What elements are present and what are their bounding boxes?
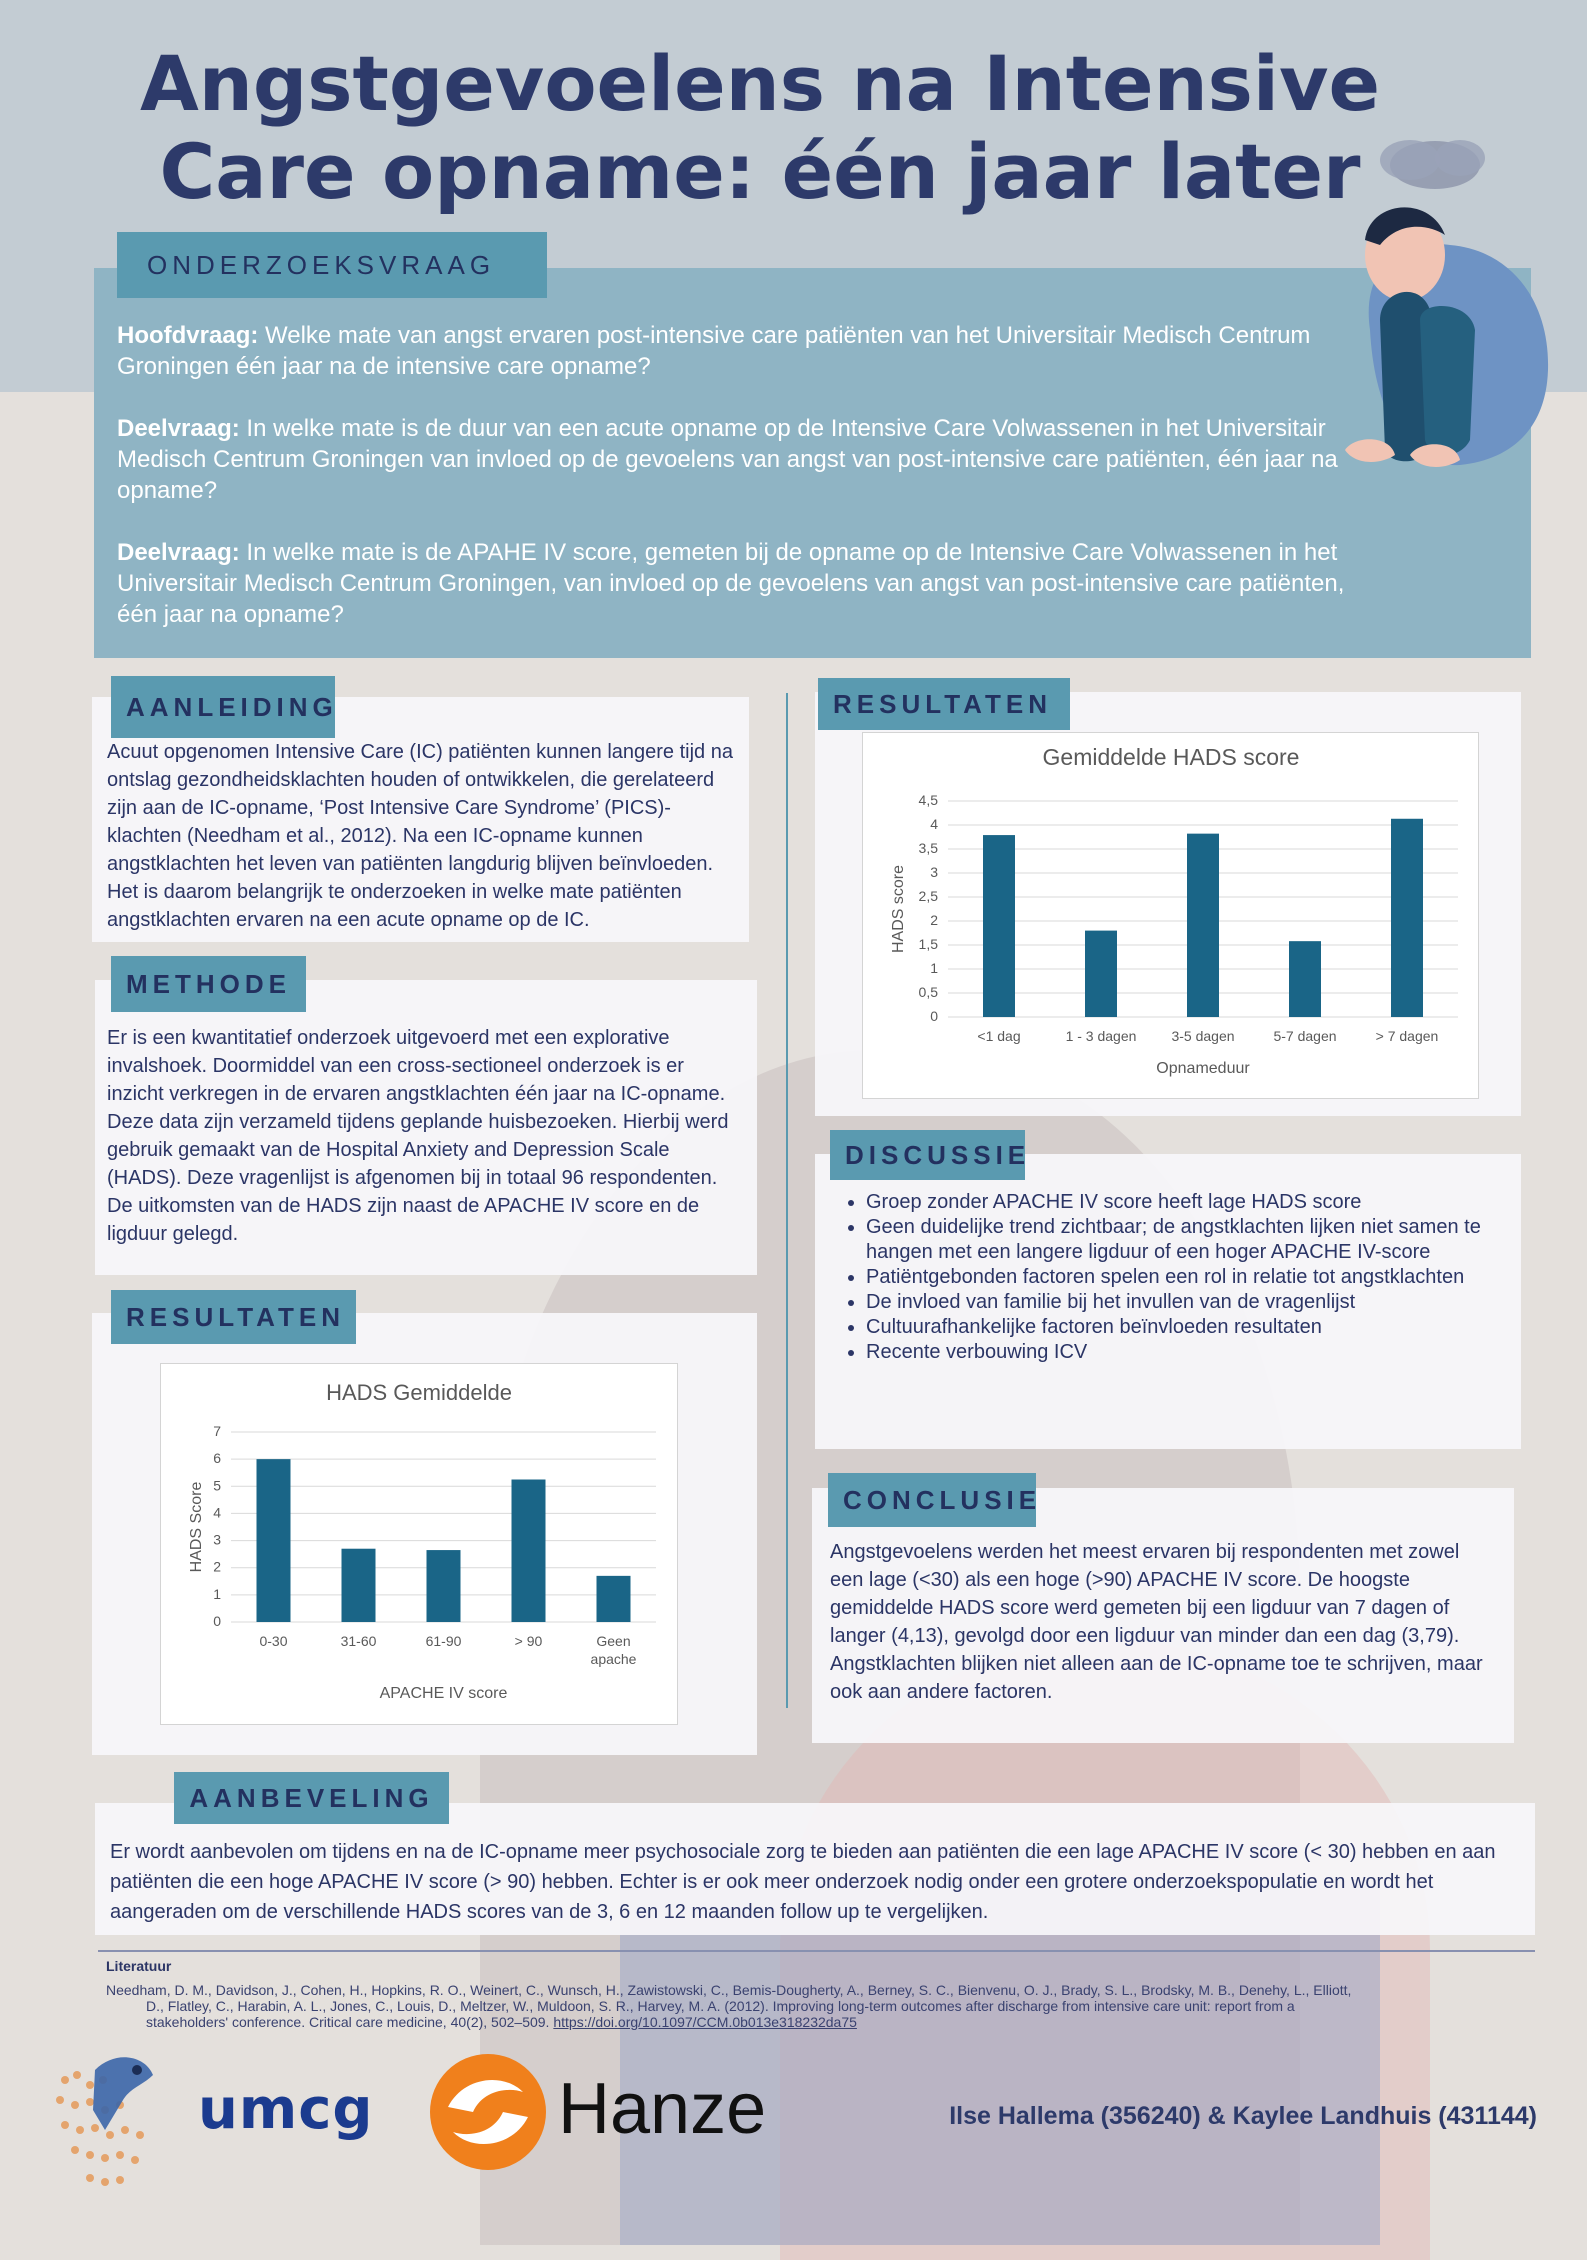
discussie-item: • De invloed van familie bij het invullen van de vragenlijst — [866, 1290, 1486, 1315]
y-tick-label: 1,5 — [918, 936, 938, 952]
y-tick-label: 0 — [213, 1613, 221, 1629]
hoofdvraag — [117, 320, 1357, 382]
conclusie-text: Angstgevoelens werden het meest ervaren bij respondenten met zowel een lage (<30) als een hoge (>90) APACHE IV score. De hoogste gemiddelde HADS score werd gemeten bij een ligduur van 7 dagen of langer (4,13), gevolgd door een ligduur van minder dan een dag (3,79). Angstklachten blijken niet alleen aan de IC-opname toe te schrijven, maar ook aan andere factoren. — [830, 1541, 1483, 1703]
x-axis-label: Opnameduur — [1156, 1060, 1250, 1077]
deelvraag-1-text: In welke mate is de duur van een acute opname op de Intensive Care Volwassenen in het Universitair Medisch Centrum Groningen van invloed op de gevoelens van angst van post-intensive care patiënten, één jaar na opname? — [117, 415, 1338, 504]
deelvraag-2 — [117, 537, 1357, 630]
bar — [597, 1576, 631, 1622]
column-divider — [786, 693, 788, 1708]
y-axis-label: HADS score — [890, 864, 907, 954]
sad-person-illustration — [1320, 120, 1560, 510]
y-tick-label: 4,5 — [918, 792, 938, 808]
y-tick-label: 3 — [930, 864, 938, 880]
deelvraag-1 — [117, 413, 1357, 506]
reference-line-3 — [106, 2014, 1506, 2030]
y-tick-label: 2 — [213, 1558, 221, 1575]
x-tick-label: 0-30 — [259, 1633, 288, 1649]
aanbeveling-text: Er wordt aanbevolen om tijdens en na de IC-opname meer psychosociale zorg te bieden aan patiënten die een lage APACHE IV score (< 30) hebben en aan patiënten die een hoge APACHE IV score (> 90) hebben. Echter is er ook meer onderzoek nodig onder een grotere onderzoekspopulatie en wordt het aangeraden om de verschillende HADS scores van de 3, 6 en 12 maanden follow up te vergelijken. — [110, 1841, 1496, 1923]
bar — [983, 835, 1015, 1017]
y-tick-label: 0,5 — [918, 984, 938, 1000]
discussie-list — [840, 1190, 1486, 1365]
y-tick-label: 5 — [213, 1477, 221, 1494]
authors: Ilse Hallema (356240) & Kaylee Landhuis (431144) — [949, 2102, 1537, 2130]
onderzoeksvraag-heading: ONDERZOEKSVRAAG — [117, 232, 547, 298]
deelvraag-2-label: Deelvraag: — [117, 539, 240, 566]
bar — [257, 1459, 291, 1622]
bar — [1187, 834, 1219, 1017]
chart-apache-box — [160, 1363, 678, 1725]
x-axis-label: APACHE IV score — [379, 1685, 508, 1702]
y-tick-label: 4 — [213, 1504, 221, 1521]
y-axis-label: HADS Score — [188, 1481, 205, 1573]
x-tick-label: 5-7 dagen — [1273, 1028, 1337, 1044]
x-tick-label: 1 - 3 dagen — [1065, 1028, 1137, 1044]
y-tick-label: 2,5 — [918, 888, 938, 904]
reference-line-1: Needham, D. M., Davidson, J., Cohen, H., Hopkins, R. O., Weinert, C., Wunsch, H., Zawistowski, C., Bemis-Dougherty, A., Berney, S. C., Bienvenu, O. J., Brady, S. L., Brodsky, M. B., Denehy, L., Elliott, — [106, 1982, 1352, 1998]
chart-title: HADS Gemiddelde — [326, 1380, 512, 1405]
deelvraag-1-label: Deelvraag: — [117, 415, 240, 442]
conclusie-heading: CONCLUSIE — [828, 1473, 1036, 1527]
discussie-item: • Cultuurafhankelijke factoren beïnvloeden resultaten — [866, 1315, 1486, 1340]
hanze-logo-mark — [428, 2052, 548, 2172]
x-tick-label: apache — [590, 1651, 637, 1667]
bar — [1289, 941, 1321, 1017]
hanze-logo-text: Hanze — [558, 2069, 767, 2149]
chart-opnameduur-box — [862, 732, 1479, 1099]
y-tick-label: 1 — [930, 960, 938, 976]
x-tick-label: > 7 dagen — [1375, 1028, 1439, 1044]
aanleiding-text: Acuut opgenomen Intensive Care (IC) patiënten kunnen langere tijd na ontslag gezondheidsklachten houden of ontwikkelen, die gerelateerd zijn aan de IC-opname, ‘Post Intensive Care Syndrome’ (PICS)-klachten (Needham et al., 2012). Na een IC-opname kunnen angstklachten het leven van patiënten langdurig blijven beïnvloeden. Het is daarom belangrijk te onderzoeken in welke mate patiënten angstklachten ervaren na een acute opname op de IC. — [107, 741, 733, 931]
x-tick-label: 3-5 dagen — [1171, 1028, 1235, 1044]
y-tick-label: 1 — [213, 1585, 221, 1602]
y-tick-label: 3,5 — [918, 840, 938, 856]
resultaten-left-heading: RESULTATEN — [111, 1290, 356, 1344]
x-tick-label: <1 dag — [977, 1028, 1021, 1044]
y-tick-label: 7 — [213, 1423, 221, 1439]
reference-line-2: D., Flatley, C., Harabin, A. L., Jones, C., Louis, D., Meltzer, W., Muldoon, S. R., Harvey, M. A. (2012). Improving long-term outcomes after discharge from intensive care unit: report from a — [146, 1998, 1295, 2014]
bar — [342, 1549, 376, 1622]
discussie-heading: DISCUSSIE — [830, 1130, 1025, 1180]
y-tick-label: 0 — [930, 1008, 938, 1024]
y-tick-label: 6 — [213, 1450, 221, 1467]
y-tick-label: 4 — [930, 816, 938, 832]
reference-doi-link[interactable]: https://doi.org/10.1097/CCM.0b013e318232da75 — [553, 2014, 857, 2030]
literature-divider — [98, 1950, 1535, 1952]
y-tick-label: 3 — [213, 1531, 221, 1548]
bar — [512, 1480, 546, 1623]
aanleiding-heading: AANLEIDING — [111, 676, 335, 738]
x-tick-label: 31-60 — [340, 1633, 377, 1649]
bar — [1085, 931, 1117, 1017]
chart-apache — [161, 1364, 677, 1724]
umcg-logo: umcg — [198, 2077, 374, 2142]
hoofdvraag-text: Welke mate van angst ervaren post-intensive care patiënten van het Universitair Medisch Centrum Groningen één jaar na de intensive care opname? — [117, 322, 1311, 380]
resultaten-right-heading: RESULTATEN — [818, 678, 1070, 730]
hoofdvraag-label: Hoofdvraag: — [117, 322, 259, 349]
deelvraag-2-text: In welke mate is de APAHE IV score, gemeten bij de opname op de Intensive Care Volwassenen in het Universitair Medisch Centrum Groningen, van invloed op de gevoelens van angst van post-intensive care patiënten, één jaar na opname? — [117, 539, 1345, 628]
discussie-item: • Groep zonder APACHE IV score heeft lage HADS score — [866, 1190, 1486, 1215]
methode-text: Er is een kwantitatief onderzoek uitgevoerd met een explorative invalshoek. Doormiddel van een cross-sectioneel onderzoek is er inzicht verkregen in de ervaren angstklachten één jaar na IC-opname. Deze data zijn verzameld tijdens geplande huisbezoeken. Hierbij werd gebruik gemaakt van de Hospital Anxiety and Depression Scale (HADS). Deze vragenlijst is afgenomen bij in totaal 96 respondenten. De uitkomsten van de HADS zijn naast de APACHE IV score en de ligduur gelegd. — [107, 1027, 729, 1245]
bar — [427, 1550, 461, 1622]
reference-line-3-text: stakeholders' conference. Critical care medicine, 40(2), 502–509. — [146, 2014, 550, 2030]
discussie-item: • Geen duidelijke trend zichtbaar; de angstklachten lijken niet samen te hangen met een langere ligduur of een hoger APACHE IV-score — [866, 1215, 1486, 1265]
x-tick-label: 61-90 — [425, 1633, 462, 1649]
poster-title: Angstgevoelens na Intensive Care opname: één jaar later — [139, 39, 1381, 216]
bar — [1391, 819, 1423, 1017]
discussie-item: • Patiëntgebonden factoren spelen een rol in relatie tot angstklachten — [866, 1265, 1486, 1290]
rug-pattern-logo — [35, 2040, 175, 2200]
literature-heading: Literatuur — [106, 1958, 172, 1974]
chart-title: Gemiddelde HADS score — [1042, 744, 1300, 770]
literature-reference — [106, 1982, 1506, 2030]
aanbeveling-heading: AANBEVELING — [174, 1772, 449, 1824]
x-tick-label: > 90 — [514, 1633, 543, 1649]
x-tick-label: Geen — [596, 1633, 631, 1649]
methode-heading: METHODE — [111, 956, 306, 1012]
discussie-item: • Recente verbouwing ICV — [866, 1340, 1486, 1365]
y-tick-label: 2 — [930, 912, 938, 928]
chart-opnameduur — [863, 733, 1478, 1098]
